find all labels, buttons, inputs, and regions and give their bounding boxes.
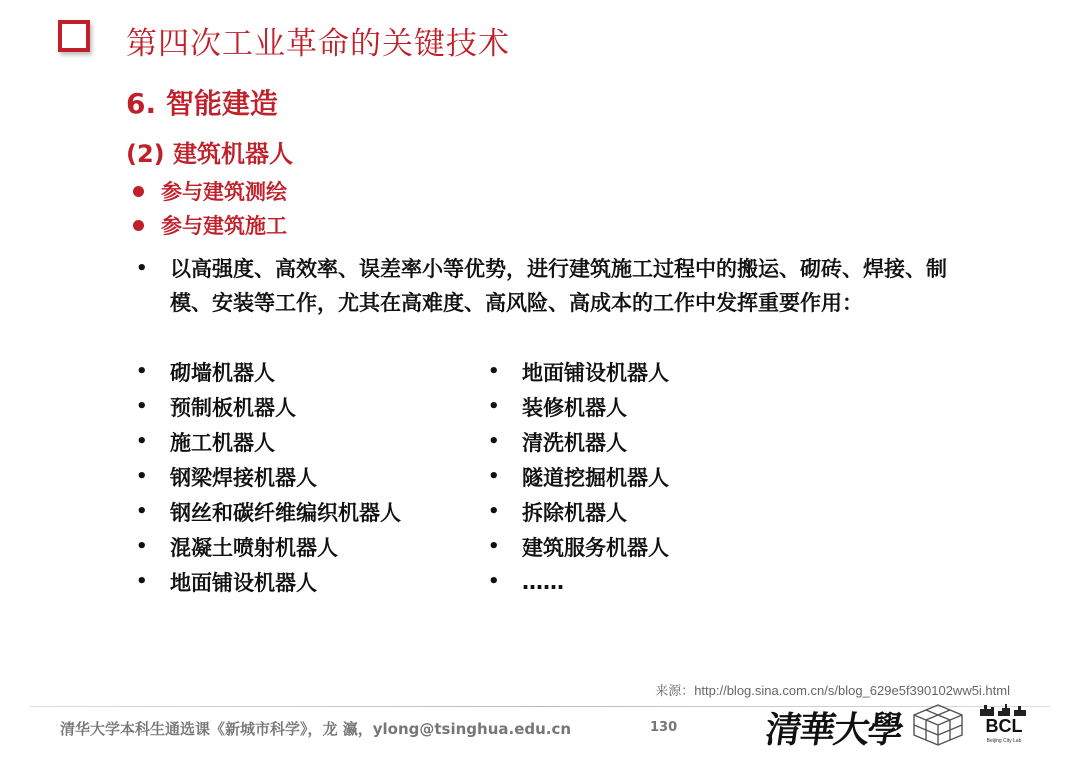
list-item-label: 装修机器人: [522, 395, 627, 420]
bullet-icon: •: [488, 466, 500, 487]
tsinghua-logo: 清華大學: [762, 709, 905, 751]
bullet-icon: •: [136, 536, 148, 557]
bullet-icon: •: [136, 466, 148, 487]
red-bullet-label: 参与建筑施工: [161, 214, 287, 238]
red-dot-icon: [133, 220, 144, 231]
list-item: [486, 494, 669, 529]
list-item-label: 隧道挖掘机器人: [522, 465, 669, 490]
slide-title: 第四次工业革命的关键技术: [126, 26, 510, 62]
bullet-icon: •: [488, 361, 500, 382]
bullet-icon: •: [136, 501, 148, 522]
list-item-label: 混凝土喷射机器人: [170, 535, 338, 560]
red-dot-icon: [133, 186, 144, 197]
footer-course-info: 清华大学本科生通选课《新城市科学》，龙 瀛，ylong@tsinghua.edu.cn: [60, 720, 572, 738]
list-item-label: ……: [522, 569, 564, 594]
red-bullet-item: [130, 174, 287, 208]
list-item: [134, 459, 401, 494]
list-item-label: 拆除机器人: [522, 500, 627, 525]
bullet-icon: •: [488, 431, 500, 452]
bullet-icon: •: [136, 431, 148, 452]
bcl-label: BCL: [985, 716, 1023, 736]
list-item-label: 清洗机器人: [522, 430, 627, 455]
red-bullet-item: [130, 208, 287, 242]
list-item-label: 地面铺设机器人: [170, 570, 317, 595]
bullet-icon: •: [488, 501, 500, 522]
section-heading: 6. 智能建造: [126, 87, 278, 120]
list-item-label: 建筑服务机器人: [522, 535, 669, 560]
list-item-label: 钢梁焊接机器人: [170, 465, 317, 490]
list-item-label: 预制板机器人: [170, 395, 296, 420]
cube-logo-icon: [910, 703, 966, 747]
bullet-icon: •: [488, 536, 500, 557]
list-item-label: 砌墙机器人: [170, 360, 275, 385]
list-item: [134, 494, 401, 529]
list-item-label: 钢丝和碳纤维编织机器人: [170, 500, 401, 525]
list-item: [134, 389, 401, 424]
skyline-icon: [974, 700, 1034, 716]
bullet-icon: •: [136, 396, 148, 417]
bullet-icon: •: [488, 396, 500, 417]
list-item-label: 地面铺设机器人: [522, 360, 669, 385]
subsection-heading: (2) 建筑机器人: [126, 140, 293, 168]
list-item: [486, 354, 669, 389]
list-item: [134, 424, 401, 459]
list-item: [134, 354, 401, 389]
red-bullet-label: 参与建筑测绘: [161, 180, 287, 204]
bullet-icon: •: [136, 571, 148, 592]
robot-list-left: [134, 354, 401, 599]
list-item: [134, 564, 401, 599]
bcl-logo: [974, 700, 1034, 750]
list-item: [486, 389, 669, 424]
title-square-icon: [58, 20, 90, 52]
bcl-sublabel: Beijing City Lab: [986, 738, 1022, 744]
paragraph-text: 以高强度、高效率、误差率小等优势，进行建筑施工过程中的搬运、砌砖、焊接、制模、安装等工作，尤其在高难度、高风险、高成本的工作中发挥重要作用：: [170, 257, 947, 315]
list-item: [486, 424, 669, 459]
page-number: 130: [650, 720, 678, 735]
list-item-label: 施工机器人: [170, 430, 275, 455]
list-item: [134, 529, 401, 564]
bullet-icon: •: [136, 258, 148, 279]
list-item: [486, 529, 669, 564]
bullet-icon: •: [136, 361, 148, 382]
bullet-icon: •: [488, 571, 500, 592]
list-item: [486, 459, 669, 494]
red-bullet-list: [130, 174, 287, 242]
source-citation: 来源：http://blog.sina.com.cn/s/blog_629e5f390102ww5i.html: [655, 683, 1010, 698]
robot-list-right: [486, 354, 669, 599]
list-item: [486, 564, 669, 599]
description-paragraph: [134, 252, 964, 320]
